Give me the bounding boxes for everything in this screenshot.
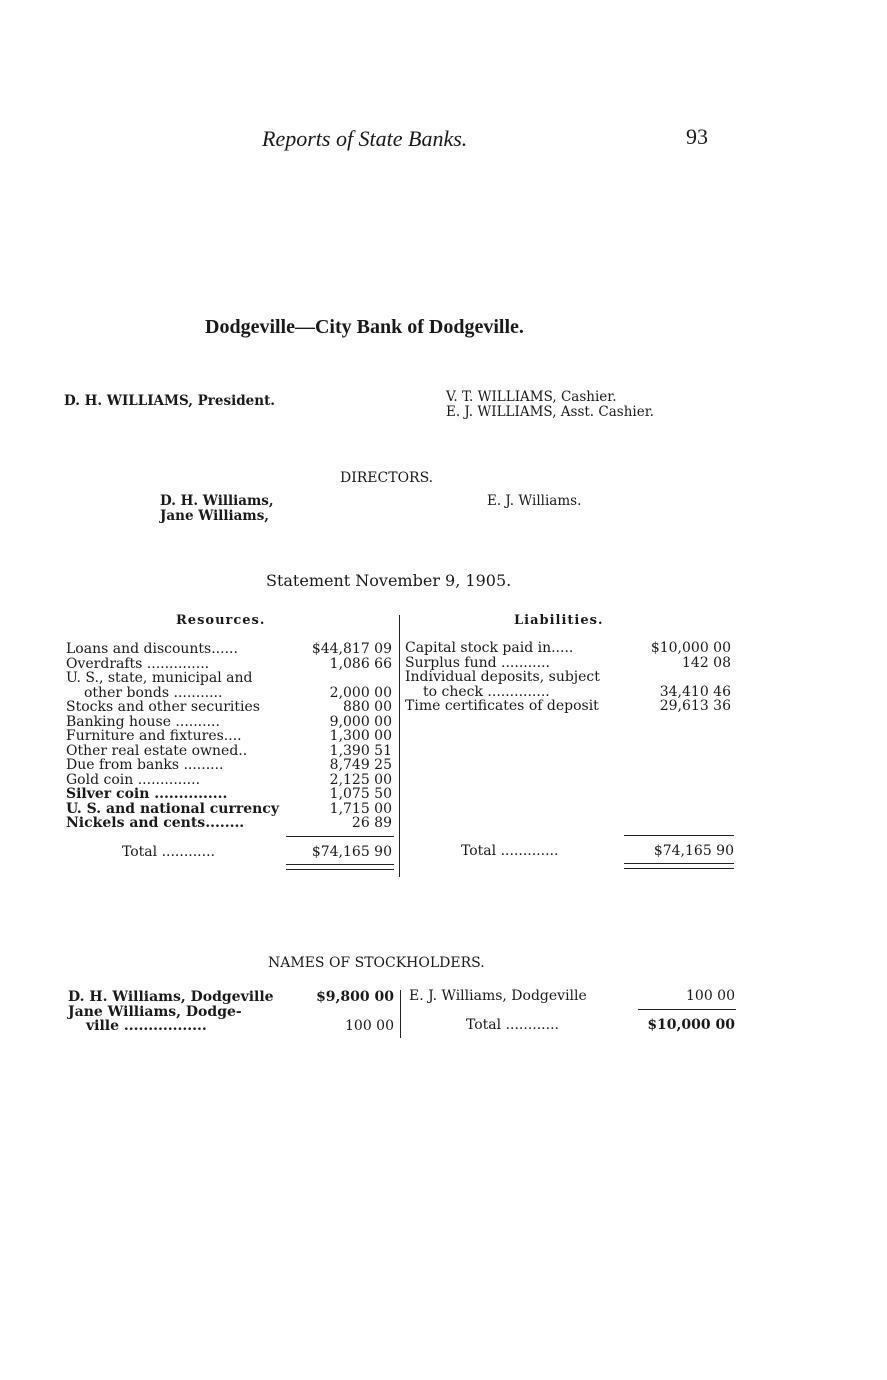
stockholder-row: D. H. Williams, Dodgeville $9,800 00 — [68, 989, 394, 1005]
running-title: Reports of State Banks. — [262, 126, 468, 151]
statement-title: Statement November 9, 1905. — [266, 571, 512, 590]
resource-row: Nickels and cents........ 26 89 — [66, 815, 392, 831]
resource-row: Stocks and other securities 880 00 — [66, 699, 392, 715]
directors-heading: DIRECTORS. — [340, 470, 434, 486]
stockholder-row: ville ................. 100 00 — [86, 1018, 394, 1034]
liability-row: Time certificates of deposit 29,613 36 — [405, 698, 731, 714]
resources-heading: Resources. — [176, 613, 266, 628]
resource-row: Furniture and fixtures.... 1,300 00 — [66, 728, 392, 744]
stockholders-total-rule — [638, 1009, 736, 1010]
resources-total-row: Total ............ $74,165 90 — [122, 844, 392, 860]
stockholders-heading: NAMES OF STOCKHOLDERS. — [268, 955, 485, 971]
liabilities-double-rule — [624, 863, 734, 869]
resource-row: Gold coin .............. 2,125 00 — [66, 771, 392, 788]
resources-total-rule — [286, 836, 394, 837]
liabilities-total: $74,165 90 — [653, 843, 734, 859]
resource-row: Due from banks ......... 8,749 25 — [66, 757, 392, 773]
column-divider — [399, 615, 400, 877]
resources-total: $74,165 90 — [311, 844, 392, 860]
cashier: V. T. WILLIAMS, Cashier. — [446, 389, 617, 405]
liabilities-heading: Liabilities. — [514, 613, 604, 628]
resource-row: Silver coin ............... 1,075 50 — [66, 786, 392, 802]
resource-row: Loans and discounts...... $44,817 09 — [66, 641, 392, 657]
resource-row: Banking house .......... 9,000 00 — [66, 713, 392, 730]
page-number: 93 — [686, 124, 708, 149]
resource-row: U. S., state, municipal and — [66, 670, 253, 686]
liabilities-total-row: Total ............. $74,165 90 — [461, 843, 734, 859]
director-1: D. H. Williams, — [160, 493, 274, 509]
stockholders-total: $10,000 00 — [647, 1017, 735, 1033]
resource-row: Overdrafts .............. 1,086 66 — [66, 655, 392, 672]
resource-row: U. S. and national currency 1,715 00 — [66, 800, 392, 817]
liability-row: to check .............. 34,410 46 — [423, 683, 731, 700]
resource-row: other bonds ........... 2,000 00 — [84, 684, 392, 701]
liabilities-total-rule — [624, 835, 734, 836]
resource-row: Other real estate owned.. 1,390 51 — [66, 742, 392, 759]
resources-double-rule — [286, 864, 394, 870]
director-3: E. J. Williams. — [487, 493, 582, 509]
asst-cashier: E. J. WILLIAMS, Asst. Cashier. — [446, 404, 654, 420]
stockholders-total-row: Total ............ $10,000 00 — [466, 1017, 735, 1033]
director-2: Jane Williams, — [160, 508, 270, 524]
stockholder-row: E. J. Williams, Dodgeville 100 00 — [409, 988, 735, 1004]
stockholders-divider — [400, 990, 401, 1038]
bank-title: Dodgeville—City Bank of Dodgeville. — [205, 316, 524, 338]
president: D. H. WILLIAMS, President. — [64, 393, 276, 409]
liability-row: Surplus fund ........... 142 08 — [405, 654, 731, 671]
liability-row: Individual deposits, subject — [405, 669, 600, 685]
liability-row: Capital stock paid in..... $10,000 00 — [405, 640, 731, 656]
stockholder-row: Jane Williams, Dodge- — [68, 1003, 242, 1020]
